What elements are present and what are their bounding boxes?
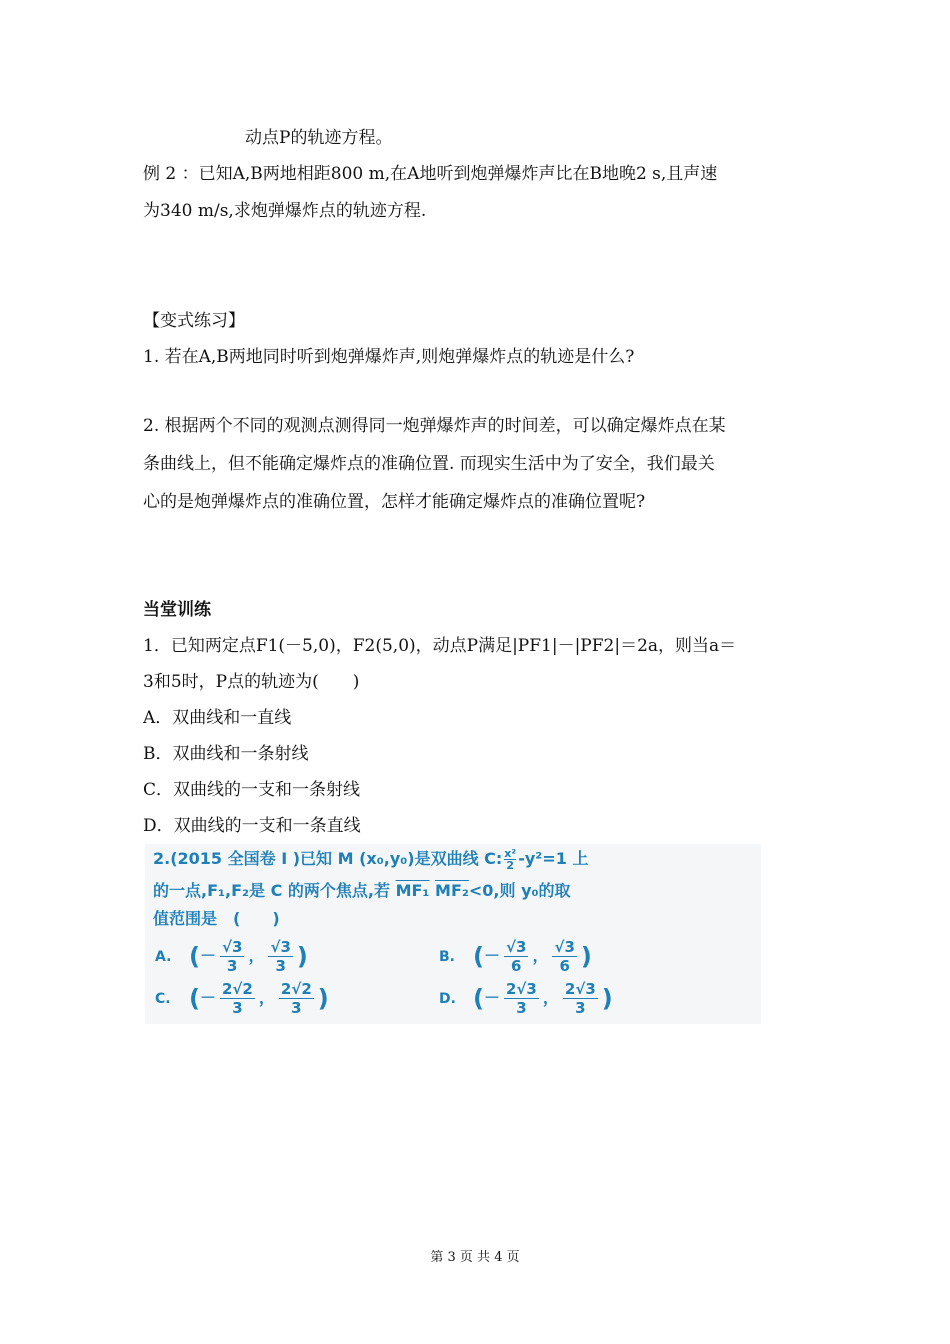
option-letter: B.: [439, 949, 455, 965]
embedded-option-a: A. (－ $\frac{√3}{3}$ ， $\frac{√3}{3}$ ): [155, 938, 308, 975]
fraction: [552, 938, 576, 975]
fraction: [268, 938, 292, 975]
fraction: [220, 980, 255, 1017]
option-a: A．双曲线和一直线: [143, 708, 292, 728]
fraction-denominator: 3: [232, 999, 243, 1017]
fraction-denominator: 6: [510, 957, 522, 975]
fraction-numerator: 2√2: [221, 980, 253, 998]
fraction-numerator: √3: [221, 938, 243, 956]
fraction-numerator: 2√3: [564, 980, 596, 998]
option-letter: C.: [155, 991, 171, 1007]
fraction-numerator: 2√3: [505, 980, 537, 998]
option-d: D．双曲线的一支和一条直线: [143, 816, 361, 836]
embedded-question-line3: 值范围是 ( ): [153, 909, 280, 928]
minus-sign: －: [483, 988, 500, 1007]
example-2-line2: 为340 m/s,求炮弹爆炸点的轨迹方程.: [143, 201, 427, 221]
fraction-denominator: 2: [506, 859, 515, 872]
option-b: B．双曲线和一条射线: [143, 744, 309, 764]
question-text: 2.(2015 全国卷 I )已知 M (x₀,y₀)是双曲线 C:: [153, 849, 503, 868]
comma: ，: [542, 988, 559, 1007]
fraction-denominator: 3: [575, 999, 586, 1017]
embedded-question-image: [145, 844, 761, 1024]
fraction-x2-over-2: [504, 848, 516, 871]
fraction: [279, 980, 314, 1017]
fraction-numerator: √3: [505, 938, 527, 956]
training-question-1-line2: 3和5时，P点的轨迹为( ): [143, 672, 360, 692]
fraction-denominator: 6: [559, 957, 570, 975]
fraction-numerator: √3: [270, 938, 291, 956]
training-question-1-line1: 1．已知两定点F1(－5,0)，F2(5,0)，动点P满足|PF1|－|PF2|＝2a，则当a＝: [143, 636, 737, 656]
comma: ，: [258, 988, 275, 1007]
practice-question-2-line2: 条曲线上，但不能确定爆炸点的准确位置. 而现实生活中为了安全，我们最关: [143, 454, 715, 474]
minus-sign: －: [199, 946, 216, 965]
fraction: [504, 938, 528, 975]
fraction-denominator: 3: [291, 999, 302, 1017]
comma: ，: [532, 946, 549, 965]
fraction-denominator: 3: [516, 999, 527, 1017]
fraction-numerator: 2√2: [280, 980, 312, 998]
embedded-option-c: C. (－ $\frac{2√2}{3}$ ， $\frac{2√2}{3}$ ): [155, 980, 329, 1017]
practice-question-2-line1: 2. 根据两个不同的观测点测得同一炮弹爆炸声的时间差，可以确定爆炸点在某: [143, 416, 726, 436]
text-line: 动点P的轨迹方程。: [245, 128, 393, 148]
embedded-question-line2: [153, 880, 571, 902]
fraction-denominator: 3: [226, 957, 238, 975]
example-2-line1: 例 2 ：已知A,B两地相距800 m,在A地听到炮弹爆炸声比在B地晚2 s,且声速: [143, 164, 718, 184]
vector-mf2: MF₂: [435, 881, 469, 900]
fraction-denominator: 3: [275, 957, 286, 975]
practice-question-1: 1. 若在A,B两地同时听到炮弹爆炸声,则炮弹爆炸点的轨迹是什么?: [143, 347, 635, 367]
question-text: <0,则 y₀的取: [468, 881, 571, 900]
fraction-numerator: x²: [504, 847, 517, 860]
vector-mf1: MF₁: [395, 881, 430, 900]
practice-question-2-line3: 心的是炮弹爆炸点的准确位置，怎样才能确定爆炸点的准确位置呢?: [143, 492, 646, 512]
comma: ，: [248, 946, 265, 965]
page-footer: 第 3 页 共 4 页: [430, 1250, 520, 1265]
fraction-numerator: √3: [554, 938, 575, 956]
embedded-question-line1: [153, 848, 588, 871]
embedded-option-b: B. (－ $\frac{√3}{6}$ ， $\frac{√3}{6}$ ): [439, 938, 592, 975]
question-text: 的一点,F₁,F₂是 C 的两个焦点,若: [153, 881, 390, 900]
option-letter: D.: [439, 991, 456, 1007]
fraction: [504, 980, 539, 1017]
option-letter: A.: [155, 949, 172, 965]
minus-sign: －: [199, 988, 216, 1007]
fraction: [220, 938, 244, 975]
embedded-option-d: D. (－ $\frac{2√3}{3}$ ， $\frac{2√3}{3}$ ): [439, 980, 613, 1017]
section-heading-variant-practice: 【变式练习】: [143, 311, 245, 331]
option-c: C．双曲线的一支和一条射线: [143, 780, 361, 800]
section-heading-class-training: 当堂训练: [143, 600, 211, 620]
question-text: -y²=1 上: [518, 849, 589, 868]
fraction: [563, 980, 598, 1017]
minus-sign: －: [483, 946, 500, 965]
